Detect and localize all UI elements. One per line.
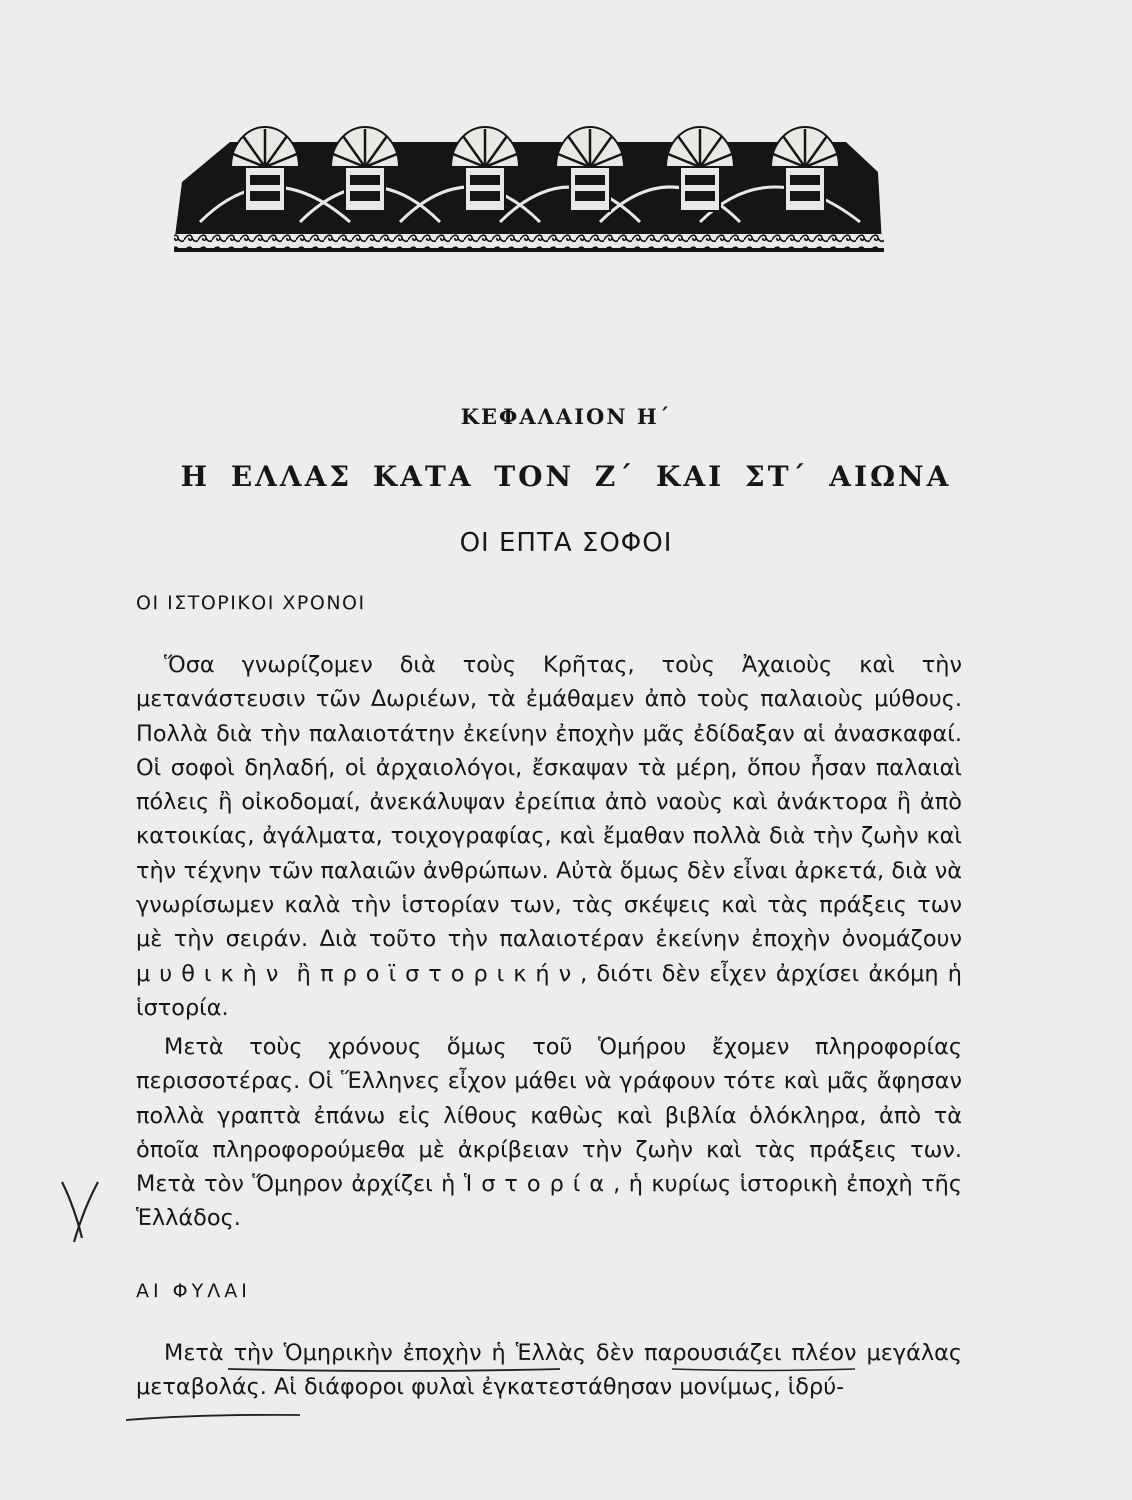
chapter-label: ΚΕΦΑΛΑΙΟΝ Η΄ — [460, 404, 672, 429]
spaced-term-prehistoric: προϊστορικήν — [320, 960, 581, 987]
paragraph-text: ἢ — [296, 960, 311, 987]
paragraph-tribes: Μετὰ τὴν Ὁμηρικὴν ἐποχὴν ἡ Ἑλλὰς δὲν παρουσιάζει πλέον μεγάλας μεταβολάς. Αἱ διάφοροι φυλαὶ ἐγκατεστάθησαν μονίμως, ἱδρύ- — [136, 1340, 962, 1401]
paragraph-text: Ὅσα γνωρίζομεν διὰ τοὺς Κρῆτας, τοὺς Ἀχαιοὺς καὶ τὴν μεταvάστευσιν τῶν Δωριέων, τὰ ἐμάθαμεν ἀπὸ τοὺς παλαιοὺς μύθους. Πολλὰ διὰ τὴν παλαιοτάτην ἐκείνην ἐποχὴν μᾶς ἐδίδαξαν αἱ ἀνασκαφαί. Οἱ σοφοὶ δηλαδή, οἱ ἀρχαιολόγοι, ἔσκαψαν τὰ μέρη, ὅπου ἦσαν παλαιαὶ πόλεις ἢ οἰκοδομαί, ἀνεκάλυψαν ἐρείπια ἀπὸ ναοὺς καὶ ἀνάκτορα ἢ ἀπὸ κατοικίας, ἀγάλματα, τοιχογραφίας, καὶ ἔμαθαν πολλὰ διὰ τὴν ζωὴν καὶ τὴν τέχνην τῶν παλαιῶν ἀνθρώπων. Αὐτὰ ὅμως δὲν εἶναι ἀρκετά, διὰ νὰ γνωρίσωμεν καλὰ τὴν ἱστορίαν των, τὰς σκέψεις καὶ τὰς πράξεις των μὲ τὴν σειράν. Διὰ τοῦτο τὴν παλαιοτέραν ἐκείνην ἐποχὴν ὀνομάζουν — [136, 652, 962, 953]
paragraph-homeric-times — [136, 1030, 962, 1236]
section-heading-historical-times: ΟΙ ΙΣΤΟΡΙΚΟΙ ΧΡΟΝΟΙ — [136, 592, 366, 614]
handwritten-x-mark — [74, 1182, 98, 1242]
paragraph-text: Μετὰ τοὺς χρόνους ὅμως τοῦ Ὁμήρου ἔχομεν πληροφορίας περισσοτέρας. Οἱ Ἕλληνες εἶχον μάθει νὰ γράφουν τότε καὶ μᾶς ἄφησαν πολλὰ γραπτὰ ἐπάνω εἰς λίθους καθὼς καὶ βιβλία ὁλόκληρα, ἀπὸ τὰ ὁποῖα πληροφορούμεθα μὲ ἀκρίβειαν τὴν ζωὴν καὶ τὰς πράξεις των. Μετὰ τὸν Ὅμηρον ἀρχίζει ἡ — [136, 1034, 962, 1198]
paragraph-text: , ἡ κυρίως ἱστορικὴ ἐποχὴ τῆς Ἑλλάδος. — [136, 1171, 962, 1232]
chapter-title: Η ΕΛΛΑΣ ΚΑΤΑ ΤΟΝ Ζ΄ ΚΑΙ ΣΤ΄ ΑΙΩΝΑ — [180, 460, 952, 493]
chapter-subtitle: ΟΙ ΕΠΤΑ ΣΟΦΟΙ — [459, 528, 673, 558]
paragraph-historical-times — [136, 648, 962, 1025]
spaced-term-mythical: μυθικὴν — [136, 960, 288, 987]
handwritten-underline — [126, 1415, 300, 1420]
handwritten-x-mark — [62, 1182, 82, 1238]
section-heading-tribes: ΑΙ ΦΥΛΑΙ — [136, 1280, 251, 1302]
ornamental-palmette-frieze — [170, 112, 886, 260]
spaced-term-history: Ἱστορία — [463, 1171, 614, 1198]
paragraph-text: , διότι δὲν εἶχεν ἀρχίσει ἀκόμη ἡ ἱστορία. — [136, 960, 962, 1021]
